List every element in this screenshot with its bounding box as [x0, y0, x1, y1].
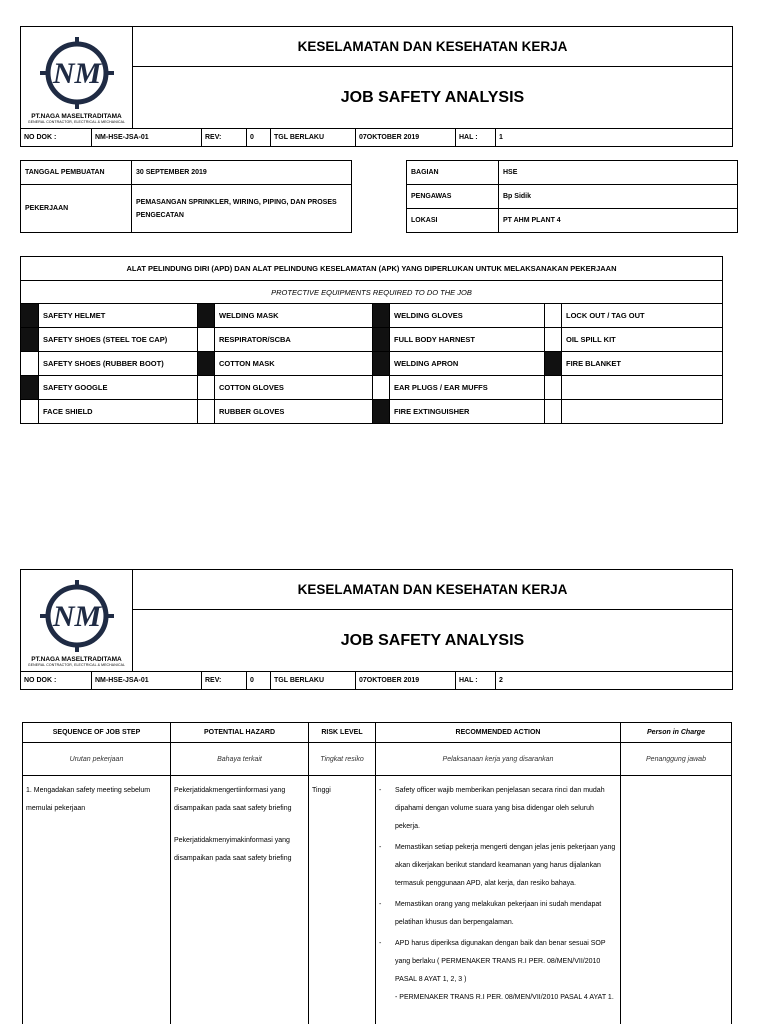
company-logo	[21, 570, 133, 671]
company-tagline: GENERAL CONTRACTOR, ELECTRICAL & MECHANICAL	[27, 663, 126, 667]
meta-tgl-label: TGL BERLAKU	[271, 129, 356, 146]
document-header-page-2	[20, 569, 733, 690]
job-step: 1. Mengadakan safety meeting sebelum memulai pekerjaan	[23, 776, 171, 1024]
company-tagline: GENERAL CONTRACTOR, ELECTRICAL & MECHANICAL	[27, 120, 126, 124]
apd-checkbox[interactable]	[545, 376, 562, 400]
apd-label: FIRE EXTINGUISHER	[390, 400, 545, 424]
meta-hal-label: HAL :	[456, 672, 496, 689]
action-item: - Safety officer wajib memberikan penjelasan secara rinci dan mudah dipahami dengan volume suara yang bisa didengar oleh seluruh pekerja.	[379, 787, 605, 830]
meta-nodok-label: NO DOK :	[21, 672, 92, 689]
doc-meta-row	[21, 129, 732, 146]
apd-label: SAFETY GOOGLE	[39, 376, 198, 400]
doc-title-k3: KESELAMATAN DAN KESEHATAN KERJA	[133, 570, 732, 610]
info-table-right	[406, 160, 738, 233]
doc-title-jsa: JOB SAFETY ANALYSIS	[340, 88, 525, 106]
info-value: HSE	[499, 161, 738, 185]
apd-checkbox[interactable]	[198, 304, 215, 328]
apd-row	[21, 352, 723, 376]
apd-checkbox[interactable]	[21, 376, 39, 400]
info-table-left	[20, 160, 352, 233]
hazard-cell	[171, 776, 309, 1024]
apd-checkbox[interactable]	[373, 352, 390, 376]
apd-checkbox[interactable]	[21, 304, 39, 328]
apd-label: COTTON MASK	[215, 352, 373, 376]
apd-checkbox[interactable]	[21, 352, 39, 376]
table-row	[23, 776, 732, 1024]
apd-label: EAR PLUGS / EAR MUFFS	[390, 376, 545, 400]
meta-tgl-value: 07OKTOBER 2019	[356, 672, 456, 689]
svg-text:NM: NM	[52, 600, 101, 633]
meta-nodok-value: NM-HSE-JSA-01	[92, 672, 202, 689]
apd-checkbox[interactable]	[545, 328, 562, 352]
doc-title-jsa: JOB SAFETY ANALYSIS	[340, 631, 525, 649]
action-extra: - PERMENAKER TRANS R.I PER. 08/MEN/VII/2010 PASAL 4 AYAT 1.	[395, 994, 614, 1001]
company-name: PT.NAGA MASELTRADITAMA	[31, 656, 122, 663]
meta-nodok-label: NO DOK :	[21, 129, 92, 146]
col-header-risk: RISK LEVEL	[309, 723, 376, 743]
nm-logo-icon	[36, 35, 118, 111]
apd-checkbox[interactable]	[198, 376, 215, 400]
meta-rev-label: REV:	[202, 672, 247, 689]
info-label: BAGIAN	[407, 161, 499, 185]
apd-row	[21, 304, 723, 328]
risk-level: Tinggi	[309, 776, 376, 1024]
apd-label: WELDING APRON	[390, 352, 545, 376]
apd-checkbox[interactable]	[198, 328, 215, 352]
doc-meta-row	[21, 672, 732, 689]
action-cell	[376, 776, 621, 1024]
apd-checkbox[interactable]	[545, 400, 562, 424]
document-header-page-1	[20, 26, 733, 147]
jsa-table	[22, 722, 732, 1024]
apd-subtitle: PROTECTIVE EQUIPMENTS REQUIRED TO DO THE JOB	[21, 281, 723, 304]
col-header-pic: Person in Charge	[621, 723, 732, 743]
hazard-item: Pekerjatidakmenyimakinformasi yang disampaikan pada saat safety briefing	[174, 837, 292, 862]
col-sub-action: Pelaksanaan kerja yang disarankan	[376, 743, 621, 776]
apd-checkbox[interactable]	[373, 304, 390, 328]
apd-label: WELDING MASK	[215, 304, 373, 328]
apd-label: RUBBER GLOVES	[215, 400, 373, 424]
apd-label	[562, 376, 723, 400]
action-item: - Memastikan orang yang melakukan pekerjaan ini sudah mendapat pelatihan khusus dan berpengalaman.	[379, 901, 602, 926]
apd-label: SAFETY SHOES (STEEL TOE CAP)	[39, 328, 198, 352]
col-sub-sequence: Urutan pekerjaan	[23, 743, 171, 776]
apd-checkbox[interactable]	[545, 304, 562, 328]
col-header-hazard: POTENTIAL HAZARD	[171, 723, 309, 743]
apd-label: FACE SHIELD	[39, 400, 198, 424]
apd-label: LOCK OUT / TAG OUT	[562, 304, 723, 328]
meta-rev-value: 0	[247, 672, 271, 689]
col-header-sequence: SEQUENCE OF JOB STEP	[23, 723, 171, 743]
apd-label: OIL SPILL KIT	[562, 328, 723, 352]
apd-label: FIRE BLANKET	[562, 352, 723, 376]
apd-checkbox[interactable]	[21, 328, 39, 352]
meta-hal-value: 1	[499, 134, 503, 141]
apd-row	[21, 328, 723, 352]
apd-title: ALAT PELINDUNG DIRI (APD) DAN ALAT PELINDUNG KESELAMATAN (APK) YANG DIPERLUKAN UNTUK MELAKSANAKAN PEKERJAAN	[21, 257, 723, 281]
info-label: PENGAWAS	[407, 185, 499, 209]
apd-checkbox[interactable]	[545, 352, 562, 376]
apd-label: SAFETY SHOES (RUBBER BOOT)	[39, 352, 198, 376]
doc-title-k3: KESELAMATAN DAN KESEHATAN KERJA	[133, 27, 732, 67]
apd-checkbox[interactable]	[21, 400, 39, 424]
person-in-charge	[621, 776, 732, 1024]
action-item: - Memastikan setiap pekerja mengerti dengan jelas jenis pekerjaan yang akan dikerjakan berikut standard keamanan yang harus dijalankan termasuk penggunaan APD, alat kerja, dan resiko bahaya.	[379, 844, 616, 887]
col-sub-hazard: Bahaya terkait	[171, 743, 309, 776]
info-label: PEKERJAAN	[21, 185, 132, 233]
svg-text:NM: NM	[52, 57, 101, 90]
apd-label	[562, 400, 723, 424]
col-header-action: RECOMMENDED ACTION	[376, 723, 621, 743]
info-label: TANGGAL PEMBUATAN	[21, 161, 132, 185]
apd-checkbox[interactable]	[198, 352, 215, 376]
hazard-item: Pekerjatidakmengertiinformasi yang disampaikan pada saat safety briefing	[174, 787, 292, 812]
meta-nodok-value: NM-HSE-JSA-01	[92, 129, 202, 146]
apd-table	[20, 256, 723, 424]
action-item: - APD harus diperiksa digunakan dengan baik dan benar sesuai SOP yang berlaku ( PERMENAKER TRANS R.I PER. 08/MEN/VII/2010 PASAL 8 AYAT 1, 2, 3 )	[379, 940, 606, 983]
col-sub-risk: Tingkat resiko	[309, 743, 376, 776]
info-value: 30 SEPTEMBER 2019	[132, 161, 352, 185]
info-value: PEMASANGAN SPRINKLER, WIRING, PIPING, DAN PROSES PENGECATAN	[132, 185, 352, 233]
info-value: PT AHM PLANT 4	[499, 209, 738, 233]
apd-checkbox[interactable]	[198, 400, 215, 424]
meta-hal-value: 2	[499, 677, 503, 684]
info-label: LOKASI	[407, 209, 499, 233]
company-name: PT.NAGA MASELTRADITAMA	[31, 113, 122, 120]
apd-checkbox[interactable]	[373, 328, 390, 352]
company-logo	[21, 27, 133, 128]
apd-label: COTTON GLOVES	[215, 376, 373, 400]
apd-checkbox[interactable]	[373, 376, 390, 400]
meta-tgl-label: TGL BERLAKU	[271, 672, 356, 689]
meta-tgl-value: 07OKTOBER 2019	[356, 129, 456, 146]
meta-hal-label: HAL :	[456, 129, 496, 146]
apd-row	[21, 376, 723, 400]
apd-label: RESPIRATOR/SCBA	[215, 328, 373, 352]
col-sub-pic: Penanggung jawab	[621, 743, 732, 776]
apd-label: FULL BODY HARNEST	[390, 328, 545, 352]
apd-checkbox[interactable]	[373, 400, 390, 424]
apd-label: WELDING GLOVES	[390, 304, 545, 328]
meta-rev-label: REV:	[202, 129, 247, 146]
apd-row	[21, 400, 723, 424]
info-value: Bp Sidik	[499, 185, 738, 209]
nm-logo-icon	[36, 578, 118, 654]
meta-rev-value: 0	[247, 129, 271, 146]
apd-label: SAFETY HELMET	[39, 304, 198, 328]
